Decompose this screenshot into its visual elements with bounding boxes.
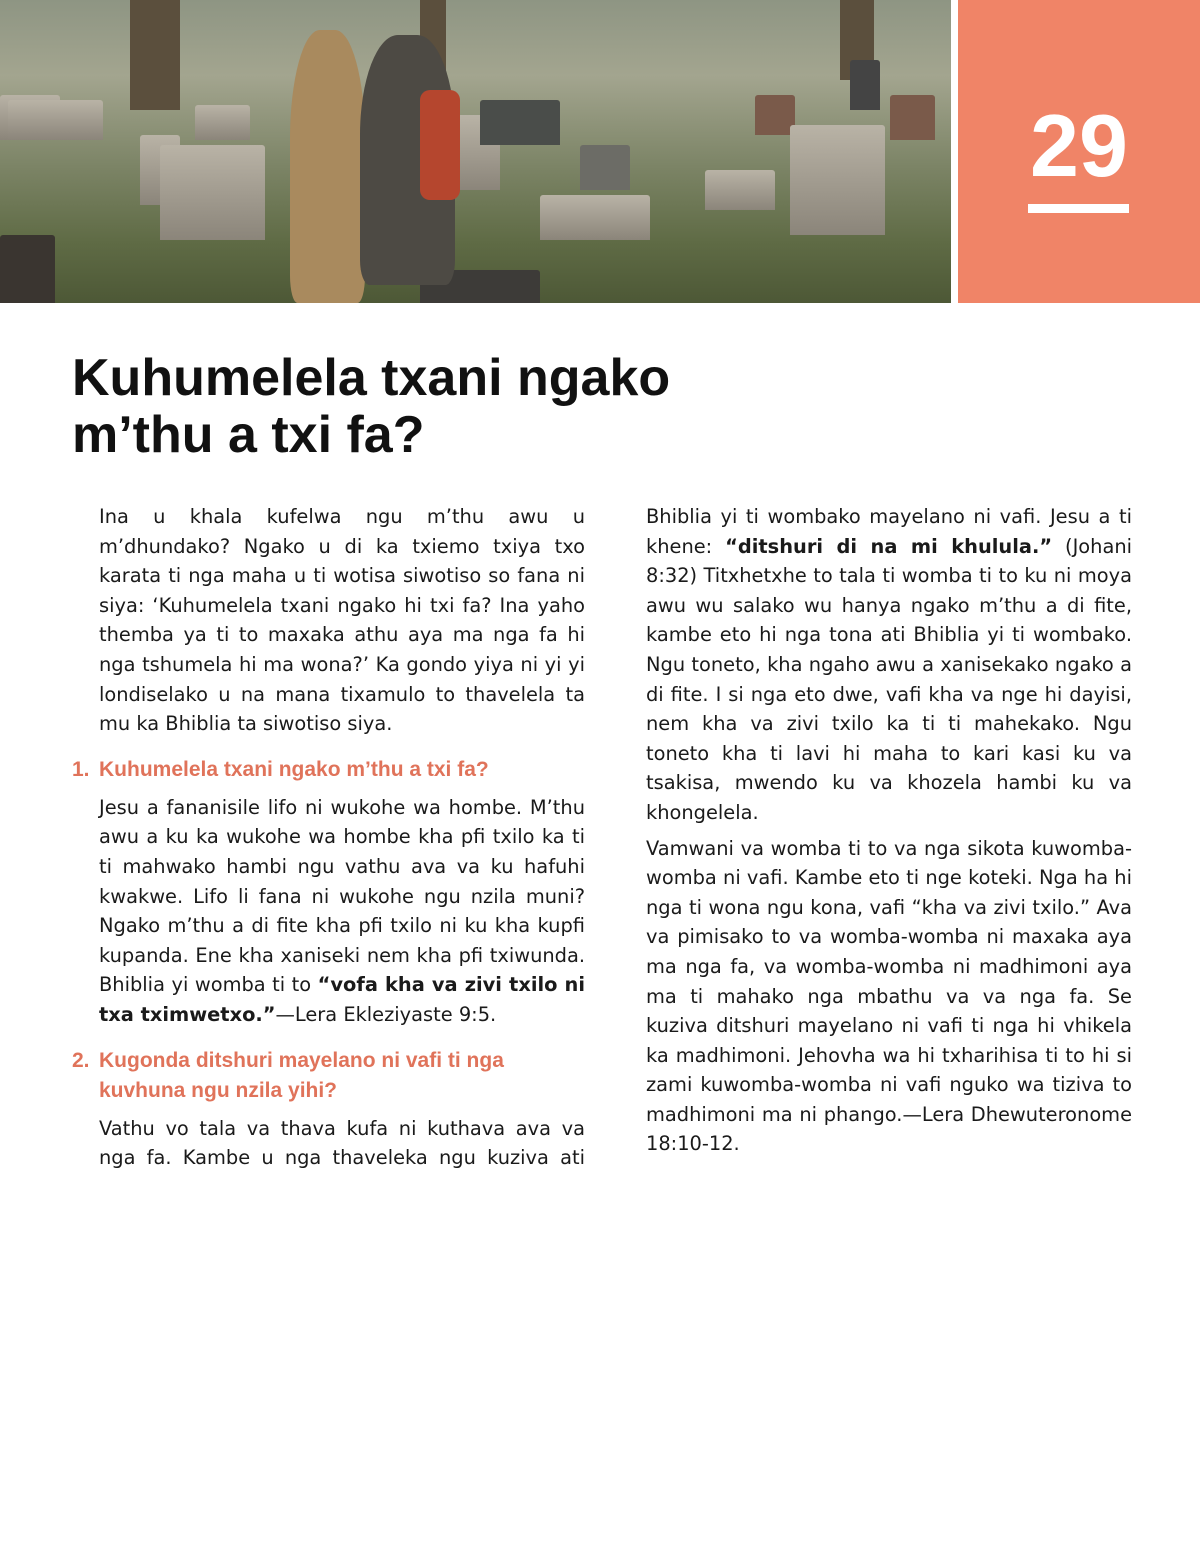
body-text: Jesu a fananisile lifo ni wukohe wa hombe. M’thu awu a ku ka wukohe wa hombe kha pfi txilo ka ti ti mahwako hambi ngu vathu ava va ku hafuhi kwakwe. Lifo li fana ni wukohe ngu nzila muni? Ngako m’thu a di fite kha pfi txilo ni ku kha kupfi kupanda. Ene kha xaniseki nem kha pfi txiwunda. Bhiblia yi womba ti to xyxy=(99,795,585,997)
scripture-quote: “ditshuri di na mi khulula.” xyxy=(725,534,1053,558)
section-2-paragraph-2: Vamwani va womba ti to va nga sikota kuwomba-womba ni vafi. Kambe eto ti nge koteki. Nga ha hi nga ti wona ngu kona, vafi “kha va zivi txilo.” Ava va pimisako to va womba-womba ni maxaka aya ma nga fa, va womba-womba ni madhimoni aya ma ti mahako nga mbathu va va nga fa. Se kuziva ditshuri mayelano ni vafi ti nga hi vhikela ka madhimoni. Jehovha wa hi txharihisa ti to hi si zami kuwomba-womba ni vafi nguko wa tiziva to madhimoni ma ni phango.—Lera Dhewuteronome 18:10-12. xyxy=(646,836,1132,1156)
intro-paragraph: Ina u khala kufelwa ngu m’thu awu u m’dhundako? Ngako u di ka txiemo txiya txo karata ti nga maha u ti wotisa siwotiso so fana ni siya: ‘Kuhumelela txani ngako hi txi fa? Ina yaho themba ya ti to maxaka athu aya ma nga fa hi nga tshumela hi ma wona?’ Ka gondo yiya ni yi yi londiselako u na mana tixamulo to thavelela ta mu ka Bhiblia ta siwotiso siya. xyxy=(99,505,585,736)
body-text: Vathu vo tala va thava kufa ni kuthava ava va nga fa. Kambe u nga thaveleka ngu kuziva ati Bhiblia yi ti wombako mayelano ni vafi. Jesu a ti khene: xyxy=(99,505,1132,1170)
chapter-badge xyxy=(958,0,1200,303)
question-text: Kugonda ditshuri mayelano ni vafi ti nga kuvhuna ngu nzila yihi? xyxy=(99,1048,504,1102)
chapter-underline xyxy=(1028,204,1129,213)
scripture-reference: —Lera Ekleziyaste 9:5. xyxy=(275,1002,497,1026)
cemetery-photo xyxy=(0,0,951,303)
chapter-number: 29 xyxy=(1030,96,1128,195)
question-number: 2. xyxy=(72,1048,90,1072)
body-text-continued: (Johani 8:32) Titxhetxhe to tala ti womba ti to ku ni moya awu wu salako wu hanya ngako m’thu a di fite, kambe eto hi nga tona ati Bhiblia yi ti wombako. Ngu toneto, kha ngaho awu a xanisekako ngako a di fite. I si nga eto dwe, vafi kha va nge hi dayisi, nem kha va zivi txilo ka ti ti mahekako. Ngu toneto kha ti lavi hi maha to kari kasi ku va tsakisa, mwendo ku va khozela hambi ku va khongelela. xyxy=(646,534,1133,824)
man-figure xyxy=(290,30,365,303)
article-body xyxy=(72,502,1133,1173)
section-1-paragraph xyxy=(99,793,585,1030)
page-title: Kuhumelela txani ngako m’thu a txi fa? xyxy=(72,349,671,464)
question-text: Kuhumelela txani ngako m’thu a txi fa? xyxy=(99,757,489,781)
scripture-quote: “vofa kha va zivi txilo ni txa tximwetxo.” xyxy=(99,973,585,1026)
question-2 xyxy=(72,1046,585,1106)
question-number: 1. xyxy=(72,757,90,781)
question-1 xyxy=(72,755,585,785)
